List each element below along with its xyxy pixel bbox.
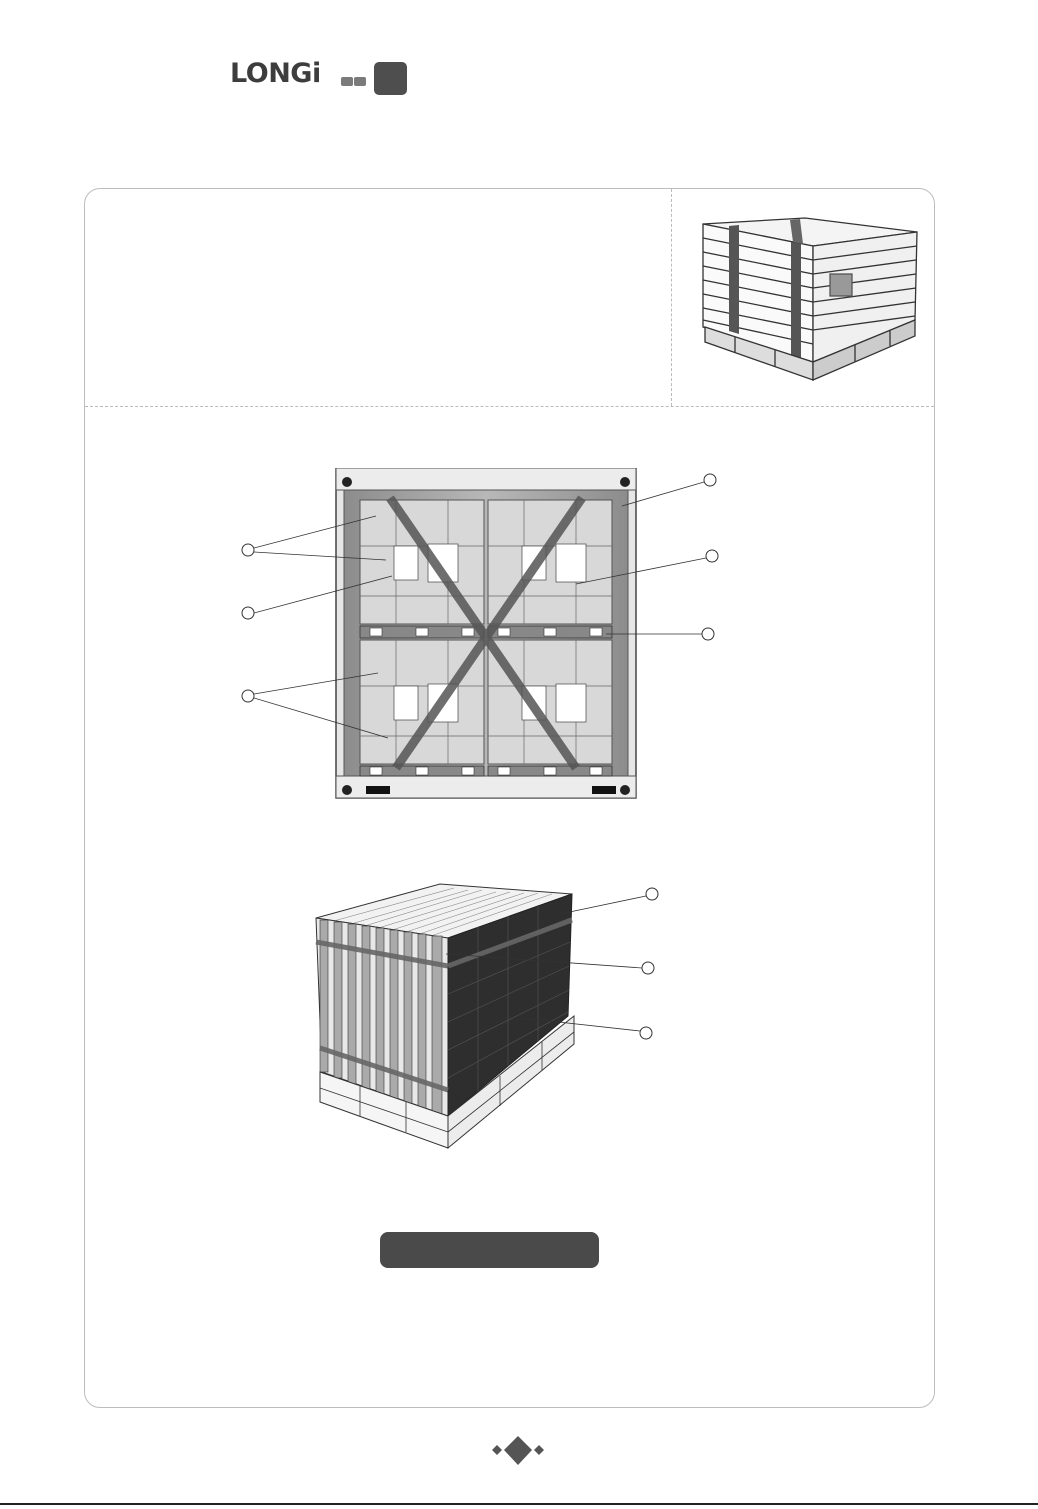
module-pallet-illustration <box>310 876 660 1156</box>
packed-crate-illustration <box>695 212 923 384</box>
bottom-rule <box>0 1503 1038 1505</box>
container-front-view-illustration <box>236 468 726 804</box>
page-marker-icon <box>488 1436 548 1466</box>
vertical-divider <box>671 189 672 406</box>
logo-squares-icon <box>341 73 367 82</box>
horizontal-divider <box>85 406 934 407</box>
caption-pill <box>380 1232 599 1268</box>
logo-box-icon <box>374 62 407 95</box>
brand-logo-text: LONGi <box>230 58 321 89</box>
